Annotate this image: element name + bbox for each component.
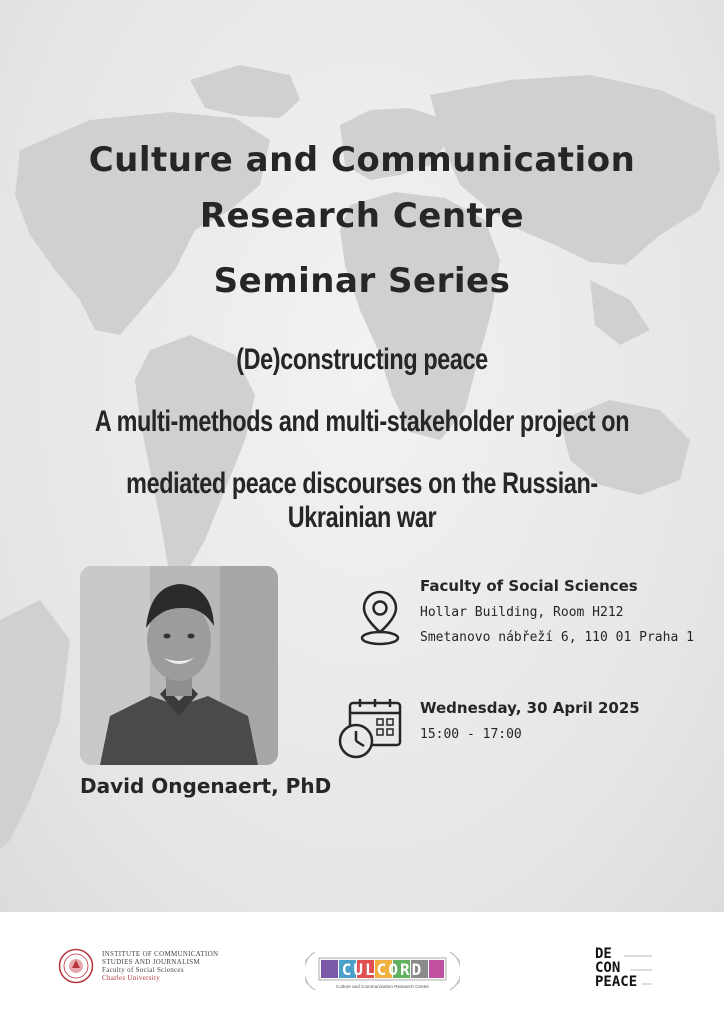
time-range: 15:00 - 17:00 <box>420 727 522 742</box>
date-heading: Wednesday, 30 April 2025 <box>420 699 640 717</box>
deconpeace-line-1: DE <box>595 946 612 962</box>
location-pin-icon <box>357 588 403 648</box>
ics-line-3: Faculty of Social Sciences <box>102 966 184 974</box>
speaker-photo <box>80 566 278 765</box>
deconpeace-logo <box>594 942 654 994</box>
location-line-2: Smetanovo nábřeží 6, 110 01 Praha 1 <box>420 630 694 645</box>
culcord-tagline: Culture and Communication Research Centre <box>336 984 429 989</box>
location-line-1: Hollar Building, Room H212 <box>420 605 624 620</box>
speaker-name: David Ongenaert, PhD <box>80 774 332 798</box>
ics-line-2: STUDIES AND JOURNALISM <box>102 958 200 966</box>
title-line-2: Research Centre <box>199 196 525 236</box>
culcord-logo <box>305 948 460 994</box>
subtitle-line-1: (De)constructing peace <box>236 343 488 376</box>
speaker-portrait-image <box>80 566 278 765</box>
deconpeace-line-3: PEACE <box>595 974 638 990</box>
title-line-3: Seminar Series <box>213 261 511 301</box>
culcord-logo-text: CULCORD <box>341 960 424 979</box>
calendar-clock-icon <box>335 697 405 761</box>
deconpeace-line-2: CON <box>595 960 621 976</box>
ics-line-1: INSTITUTE OF COMMUNICATION <box>102 950 219 958</box>
ics-line-4: Charles University <box>102 974 161 982</box>
subtitle-line-3: mediated peace discourses on the Russian-Ukrainian war <box>126 467 598 534</box>
subtitle-line-2: A multi-methods and multi-stakeholder project on <box>94 405 630 438</box>
location-heading: Faculty of Social Sciences <box>420 577 638 595</box>
title-line-1: Culture and Communication <box>88 140 636 180</box>
footer-logos <box>0 912 724 1024</box>
charles-university-seal-icon <box>58 948 94 984</box>
